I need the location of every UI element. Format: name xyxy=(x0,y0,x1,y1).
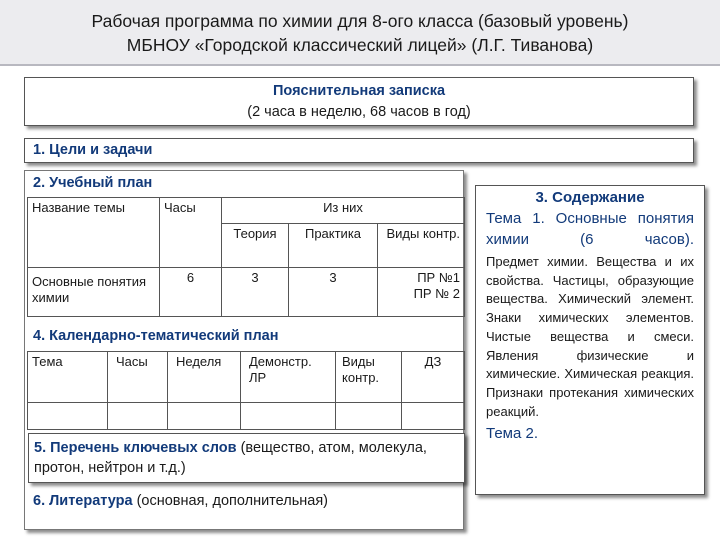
goals-label: 1. Цели и задачи xyxy=(33,142,153,158)
explanatory-note-box xyxy=(24,77,694,126)
plan-header-practice: Практика xyxy=(288,223,378,268)
plan-row-topic: Основные понятия химии xyxy=(27,267,160,317)
plan-row-control-2: ПР № 2 xyxy=(413,286,460,301)
keywords-label: 5. Перечень ключевых слов xyxy=(34,440,237,456)
plan-row-control-1: ПР №1 xyxy=(417,270,460,285)
calendar-empty-cell xyxy=(167,402,241,430)
literature-text: (основная, дополнительная) xyxy=(132,493,329,509)
calendar-empty-cell xyxy=(240,402,336,430)
plan-title: 2. Учебный план xyxy=(33,175,153,191)
goals-box xyxy=(24,138,694,163)
content-title: 3. Содержание xyxy=(535,189,645,206)
plan-header-hours: Часы xyxy=(159,197,222,268)
calendar-empty-cell xyxy=(401,402,465,430)
keywords-text: (вещество, атом, молекула, протон, нейтрон и т.д.) xyxy=(34,440,427,476)
plan-row-theory: 3 xyxy=(221,267,289,317)
literature-line xyxy=(33,491,328,511)
calendar-header-week: Неделя xyxy=(167,351,241,403)
calendar-header-control: Виды контр. xyxy=(335,351,402,403)
plan-header-of-them: Из них xyxy=(221,197,465,224)
content-topic-2: Тема 2. xyxy=(486,425,538,443)
content-topic-1: Тема 1. Основные понятия химии (6 часов). xyxy=(486,210,694,248)
header-line-2: МБНОУ «Городской классический лицей» (Л.Г. Тиванова) xyxy=(126,35,594,55)
slide-header xyxy=(0,0,720,66)
plan-row-control xyxy=(377,267,465,317)
calendar-title: 4. Календарно-тематический план xyxy=(33,328,279,344)
calendar-header-homework: ДЗ xyxy=(401,351,465,403)
calendar-header-hours: Часы xyxy=(107,351,168,403)
calendar-header-demo: Демонстр. ЛР xyxy=(240,351,336,403)
calendar-header-topic: Тема xyxy=(27,351,108,403)
plan-row-practice: 3 xyxy=(288,267,378,317)
calendar-empty-cell xyxy=(107,402,168,430)
plan-row-hours: 6 xyxy=(159,267,222,317)
keywords-box xyxy=(28,433,465,483)
plan-header-theory: Теория xyxy=(221,223,289,268)
content-body: Предмет химии. Вещества и их свойства. Частицы, образующие вещества. Химический элемент. Знаки химических элементов. Чистые вещества и смеси. Явления физические и химические. Химическая реакция. Признаки протекания химических реакций. xyxy=(486,254,694,419)
plan-header-control: Виды контр. xyxy=(377,223,465,268)
content-panel xyxy=(475,185,705,495)
calendar-empty-cell xyxy=(27,402,108,430)
note-subtitle: (2 часа в неделю, 68 часов в год) xyxy=(247,104,471,120)
calendar-empty-cell xyxy=(335,402,402,430)
literature-label: 6. Литература xyxy=(33,493,133,509)
header-line-1: Рабочая программа по химии для 8-ого класса (базовый уровень) xyxy=(91,11,629,31)
left-content-panel xyxy=(24,170,464,530)
plan-header-topic: Название темы xyxy=(27,197,160,268)
note-title: Пояснительная записка xyxy=(272,83,446,99)
